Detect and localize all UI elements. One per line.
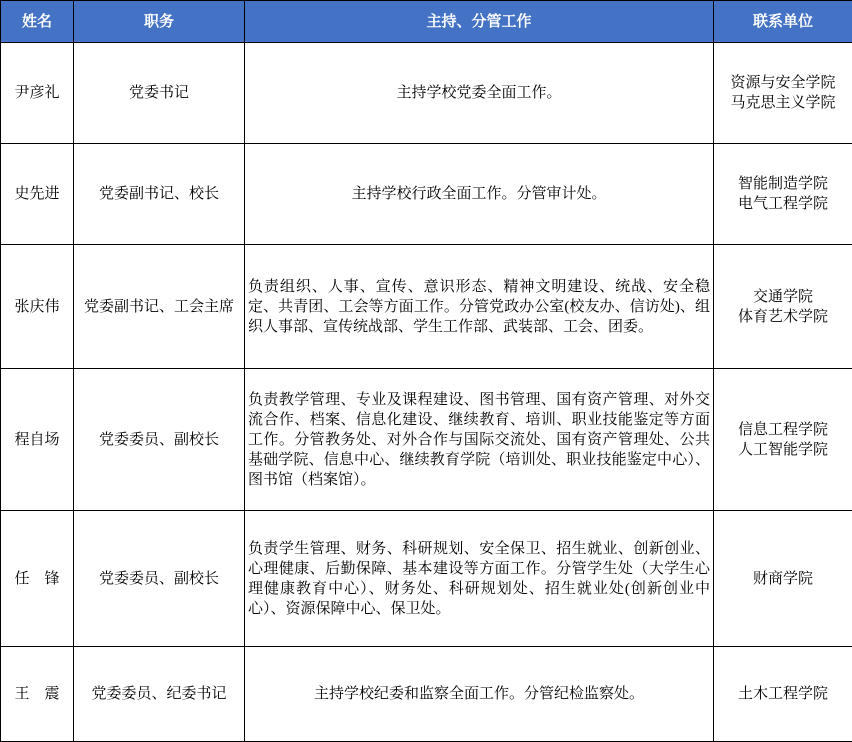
units-cell	[714, 144, 852, 245]
table-row	[1, 369, 852, 511]
position-cell: 党委委员、副校长	[74, 369, 245, 511]
unit-line: 马克思主义学院	[730, 95, 836, 111]
unit-line: 财商学院	[752, 570, 813, 587]
units-cell	[714, 43, 852, 144]
header-row	[1, 1, 852, 43]
name-cell: 王 震	[1, 647, 74, 742]
unit-line: 信息工程学院	[737, 421, 828, 438]
name-cell: 任 锋	[1, 511, 74, 647]
duties-cell: 负责组织、人事、宣传、意识形态、精神文明建设、统战、安全稳定、共青团、工会等方面工作。分管党政办公室(校友办、信访处)、组织人事部、宣传统战部、学生工作部、武装部、工会、团委。	[245, 245, 714, 369]
unit-line: 智能制造学院	[737, 176, 828, 192]
duties-cell: 主持学校行政全面工作。分管审计处。	[245, 144, 714, 245]
units-cell	[714, 369, 852, 511]
duties-cell: 主持学校纪委和监察全面工作。分管纪检监察处。	[245, 647, 714, 742]
position-cell: 党委委员、纪委书记	[74, 647, 245, 742]
unit-line: 体育艺术学院	[737, 308, 828, 325]
header-cell-1: 姓名	[1, 1, 74, 43]
unit-line: 交通学院	[752, 288, 813, 305]
duties-cell: 主持学校党委全面工作。	[245, 43, 714, 144]
position-cell: 党委委员、副校长	[74, 511, 245, 647]
duties-cell: 负责教学管理、专业及课程建设、图书管理、国有资产管理、对外交流合作、档案、信息化建设、继续教育、培训、职业技能鉴定等方面工作。分管教务处、对外合作与国际交流处、国有资产管理处、公共基础学院、信息中心、继续教育学院（培训处、职业技能鉴定中心）、图书馆（档案馆）。	[245, 369, 714, 511]
table-row	[1, 647, 852, 742]
header-cell-4: 联系单位	[714, 1, 852, 43]
units-cell	[714, 647, 852, 742]
unit-line: 电气工程学院	[737, 196, 828, 212]
units-cell	[714, 245, 852, 369]
table-row	[1, 144, 852, 245]
name-cell: 尹彦礼	[1, 43, 74, 144]
unit-line: 人工智能学院	[737, 441, 828, 458]
header-cell-2: 职务	[74, 1, 245, 43]
position-cell: 党委书记	[74, 43, 245, 144]
name-cell: 程自场	[1, 369, 74, 511]
name-cell: 张庆伟	[1, 245, 74, 369]
table-row	[1, 511, 852, 647]
position-cell: 党委副书记、工会主席	[74, 245, 245, 369]
duties-cell: 负责学生管理、财务、科研规划、安全保卫、招生就业、创新创业、心理健康、后勤保障、基本建设等方面工作。分管学生处（大学生心理健康教育中心）、财务处、科研规划处、招生就业处(创新创业中心）、资源保障中心、保卫处。	[245, 511, 714, 647]
header-cell-3: 主持、分管工作	[245, 1, 714, 43]
position-cell: 党委副书记、校长	[74, 144, 245, 245]
table-row	[1, 245, 852, 369]
table-body	[1, 43, 852, 742]
units-cell	[714, 511, 852, 647]
unit-line: 资源与安全学院	[730, 75, 836, 91]
name-cell: 史先进	[1, 144, 74, 245]
unit-line: 土木工程学院	[737, 686, 828, 702]
table-row	[1, 43, 852, 144]
